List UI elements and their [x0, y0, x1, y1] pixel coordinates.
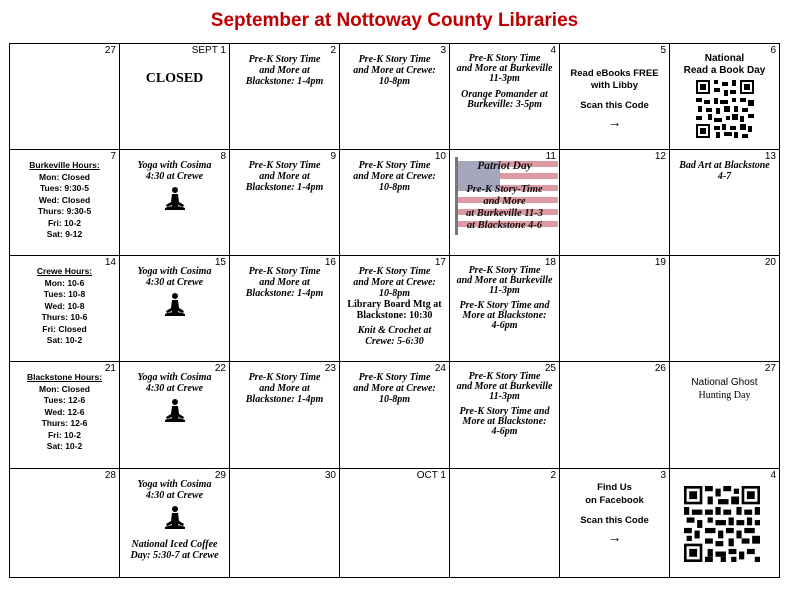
event-line: National Iced Coffee — [131, 539, 218, 550]
event-line: and More at — [259, 383, 310, 394]
hours-row: Sat: 9-12 — [46, 229, 83, 239]
branch-hours — [12, 372, 117, 453]
day-number: 2 — [550, 470, 556, 481]
day-number: 9 — [330, 151, 336, 162]
event-line: and More at Crewe: — [353, 277, 436, 288]
note-line: Read a Book Day — [683, 65, 766, 76]
day-cell — [230, 469, 340, 578]
note-line: National — [704, 53, 745, 64]
arrow-right-icon: → — [607, 114, 622, 130]
day-cell — [230, 362, 340, 469]
hours-heading: Blackstone Hours: — [26, 372, 103, 382]
meditation-figure-icon — [162, 186, 188, 212]
event-line: Pre-K Story Time — [248, 266, 321, 277]
event-line: and More at Crewe: — [353, 65, 436, 76]
event-text — [342, 372, 447, 405]
day-number: SEPT 1 — [191, 45, 226, 56]
day-number: 24 — [434, 363, 446, 374]
event-line: at Blackstone 4-6 — [466, 220, 543, 231]
facebook-note — [562, 481, 667, 545]
day-cell — [120, 256, 230, 362]
event-line: Pre-K Story Time — [248, 372, 321, 383]
event-line: and More at Burkeville — [456, 275, 553, 286]
meditation-figure-icon — [162, 505, 188, 531]
day-cell — [120, 469, 230, 578]
event-line: Orange Pomander at — [461, 89, 548, 100]
event-line: Pre-K Story Time — [358, 160, 431, 171]
event-line: and More at Burkeville — [456, 63, 553, 74]
hours-row: Mon: Closed — [39, 383, 90, 394]
event-line: 10-8pm — [378, 76, 411, 87]
event-line: Pre-K Story Time — [468, 371, 541, 382]
hours-row: Wed: 10-8 — [44, 300, 85, 311]
event-line: Yoga with Cosima — [137, 160, 212, 171]
event-text — [122, 479, 227, 561]
day-cell — [450, 256, 560, 362]
event-line: Pre-K Story Time — [358, 54, 431, 65]
day-cell — [230, 256, 340, 362]
hours-row: Wed: Closed — [38, 194, 91, 205]
event-line: Day: 5:30-7 at Crewe — [130, 550, 219, 561]
day-number: 3 — [440, 45, 446, 56]
day-cell — [670, 469, 780, 578]
day-cell — [450, 44, 560, 150]
day-number: 13 — [764, 151, 776, 162]
day-number: 6 — [770, 45, 776, 56]
event-text — [452, 266, 557, 331]
event-line: 4:30 at Crewe — [145, 277, 204, 288]
branch-hours — [12, 160, 117, 241]
hours-row: Tues: 10-8 — [43, 289, 86, 299]
day-number: 30 — [324, 470, 336, 481]
arrow-right-icon: → — [607, 529, 622, 545]
hours-row: Mon: 10-6 — [44, 277, 85, 288]
event-text — [232, 266, 337, 299]
event-text — [452, 372, 557, 437]
event-line: Pre-K Story Time — [248, 160, 321, 171]
day-cell — [340, 44, 450, 150]
day-cell — [230, 44, 340, 150]
event-line: 10-8pm — [378, 182, 411, 193]
day-cell — [10, 44, 120, 150]
event-line: Library Board Mtg at — [347, 299, 442, 310]
event-text — [342, 266, 447, 347]
libby-note — [562, 68, 667, 130]
day-cell — [340, 256, 450, 362]
event-text — [232, 372, 337, 405]
closed-notice: CLOSED — [145, 71, 204, 86]
event-line: and More at Burkeville — [456, 381, 553, 392]
event-line: and More at — [259, 65, 310, 76]
hours-row: Mon: Closed — [39, 171, 90, 182]
event-line: and More at — [259, 277, 310, 288]
event-line: 11-3pm — [489, 391, 520, 402]
event-text — [232, 54, 337, 87]
event-line: Pre-K Story Time — [468, 53, 541, 64]
day-number: 8 — [220, 151, 226, 162]
day-cell — [560, 150, 670, 256]
day-cell — [560, 362, 670, 469]
note-line: on Facebook — [585, 495, 644, 506]
day-number: 11 — [545, 151, 556, 162]
hours-row: Tues: 9:30-5 — [40, 183, 89, 193]
day-cell — [120, 362, 230, 469]
event-line: and More — [483, 196, 526, 207]
hours-row: Thurs: 12-6 — [41, 418, 88, 428]
event-text — [122, 372, 227, 424]
note-line: Find Us — [597, 482, 632, 493]
note-line: Hunting Day — [698, 390, 751, 401]
day-number: 5 — [660, 45, 666, 56]
event-line: Pre-K Story Time and — [459, 300, 550, 311]
event-line: Pre-K Story Time — [358, 266, 431, 277]
day-cell — [450, 150, 560, 256]
branch-hours — [12, 266, 117, 347]
day-cell — [120, 44, 230, 150]
day-cell — [10, 362, 120, 469]
event-line: 4:30 at Crewe — [145, 490, 204, 501]
hours-row: Thurs: 9:30-5 — [37, 206, 92, 216]
qr-code-icon[interactable] — [684, 486, 760, 562]
day-cell — [340, 150, 450, 256]
day-number: 10 — [434, 151, 446, 162]
hours-row: Sat: 10-2 — [46, 441, 83, 451]
day-number: 26 — [654, 363, 666, 374]
event-line: Pre-K Story Time — [468, 265, 541, 276]
event-line: 10-8pm — [378, 394, 411, 405]
event-text — [232, 160, 337, 193]
day-number: 2 — [330, 45, 336, 56]
event-line: Pre-K Story Time — [358, 372, 431, 383]
event-line: Yoga with Cosima — [137, 266, 212, 277]
event-line: Pre-K Story Time — [248, 54, 321, 65]
day-number: 23 — [324, 363, 336, 374]
calendar-grid — [9, 43, 780, 578]
event-line: 4-7 — [717, 171, 732, 182]
event-line: 4:30 at Crewe — [145, 383, 204, 394]
event-line: More at Blackstone: — [462, 416, 547, 427]
hours-row: Wed: 12-6 — [44, 406, 85, 417]
event-line: and More at — [259, 171, 310, 182]
event-line: and More at Crewe: — [353, 171, 436, 182]
day-cell — [230, 150, 340, 256]
event-line: Burkeville: 3-5pm — [467, 99, 542, 110]
day-cell — [670, 44, 780, 150]
day-cell — [560, 469, 670, 578]
day-cell — [450, 362, 560, 469]
day-cell — [560, 44, 670, 150]
event-line: 11-3pm — [489, 285, 520, 296]
hours-heading: Burkeville Hours: — [29, 160, 100, 170]
hours-row: Fri: 10-2 — [47, 429, 82, 440]
event-line: Blackstone: 10:30 — [356, 310, 433, 321]
event-line: at Burkeville 11-3 — [466, 208, 543, 219]
qr-code-icon[interactable] — [696, 80, 754, 138]
day-cell — [10, 256, 120, 362]
day-cell — [560, 256, 670, 362]
day-cell — [340, 362, 450, 469]
day-number: 17 — [434, 257, 446, 268]
day-number: 16 — [324, 257, 336, 268]
patriot-day-text — [452, 160, 557, 232]
day-cell — [670, 256, 780, 362]
day-cell — [120, 150, 230, 256]
meditation-figure-icon — [162, 292, 188, 318]
event-line: Pre-K Story Time and — [459, 406, 550, 417]
day-number: 29 — [214, 470, 226, 481]
event-line: 4-6pm — [491, 320, 518, 331]
hours-row: Sat: 10-2 — [46, 335, 83, 345]
event-text — [452, 54, 557, 110]
event-text — [672, 160, 777, 182]
event-line: Crewe: 5-6:30 — [365, 336, 424, 347]
event-title: Patriot Day — [477, 160, 532, 172]
national-day-note — [672, 53, 777, 138]
event-text — [122, 160, 227, 212]
note-line: Scan this Code — [580, 100, 649, 111]
day-number: 20 — [764, 257, 776, 268]
event-text — [342, 54, 447, 87]
event-line: Pre-K Story-Time — [466, 184, 543, 195]
event-line: 11-3pm — [489, 73, 520, 84]
hours-heading: Crewe Hours: — [36, 266, 93, 276]
event-line: Blackstone: 1-4pm — [245, 76, 324, 87]
event-text — [342, 160, 447, 193]
day-cell — [10, 469, 120, 578]
hours-row: Thurs: 10-6 — [41, 312, 88, 322]
note-line: Scan this Code — [580, 515, 649, 526]
day-number: 25 — [544, 363, 556, 374]
note-line: National Ghost — [691, 377, 758, 388]
note-line: Read eBooks FREE — [570, 68, 659, 79]
day-number: 21 — [104, 363, 116, 374]
event-line: and More at Crewe: — [353, 383, 436, 394]
note-line: with Libby — [591, 80, 638, 91]
event-line: More at Blackstone: — [462, 310, 547, 321]
day-number: 28 — [104, 470, 116, 481]
event-text — [122, 266, 227, 318]
event-line: 10-8pm — [378, 288, 411, 299]
day-cell — [670, 362, 780, 469]
event-line: Blackstone: 1-4pm — [245, 288, 324, 299]
event-line: Yoga with Cosima — [137, 372, 212, 383]
day-cell — [10, 150, 120, 256]
day-cell — [670, 150, 780, 256]
event-line: 4:30 at Crewe — [145, 171, 204, 182]
day-number: 7 — [110, 151, 116, 162]
day-number: 4 — [770, 470, 776, 481]
national-day-note — [672, 376, 777, 402]
hours-row: Fri: Closed — [42, 323, 87, 334]
day-number: 18 — [544, 257, 556, 268]
day-number: 27 — [764, 363, 776, 374]
event-line: 4-6pm — [491, 426, 518, 437]
event-line: Yoga with Cosima — [137, 479, 212, 490]
day-cell — [340, 469, 450, 578]
event-line: Blackstone: 1-4pm — [245, 394, 324, 405]
day-number: 22 — [214, 363, 226, 374]
day-number: 15 — [214, 257, 226, 268]
event-line: Bad Art at Blackstone — [679, 160, 770, 171]
day-number: 14 — [104, 257, 116, 268]
day-number: 12 — [654, 151, 666, 162]
meditation-figure-icon — [162, 398, 188, 424]
day-cell — [450, 469, 560, 578]
day-number: 27 — [104, 45, 116, 56]
day-number: 19 — [654, 257, 666, 268]
page-title: September at Nottoway County Libraries — [210, 10, 579, 31]
hours-row: Fri: 10-2 — [47, 217, 82, 228]
event-line: Knit & Crochet at — [357, 325, 432, 336]
day-number: 3 — [660, 470, 666, 481]
day-number: OCT 1 — [416, 470, 446, 481]
hours-row: Tues: 12-6 — [43, 395, 86, 405]
day-number: 4 — [550, 45, 556, 56]
event-line: Blackstone: 1-4pm — [245, 182, 324, 193]
